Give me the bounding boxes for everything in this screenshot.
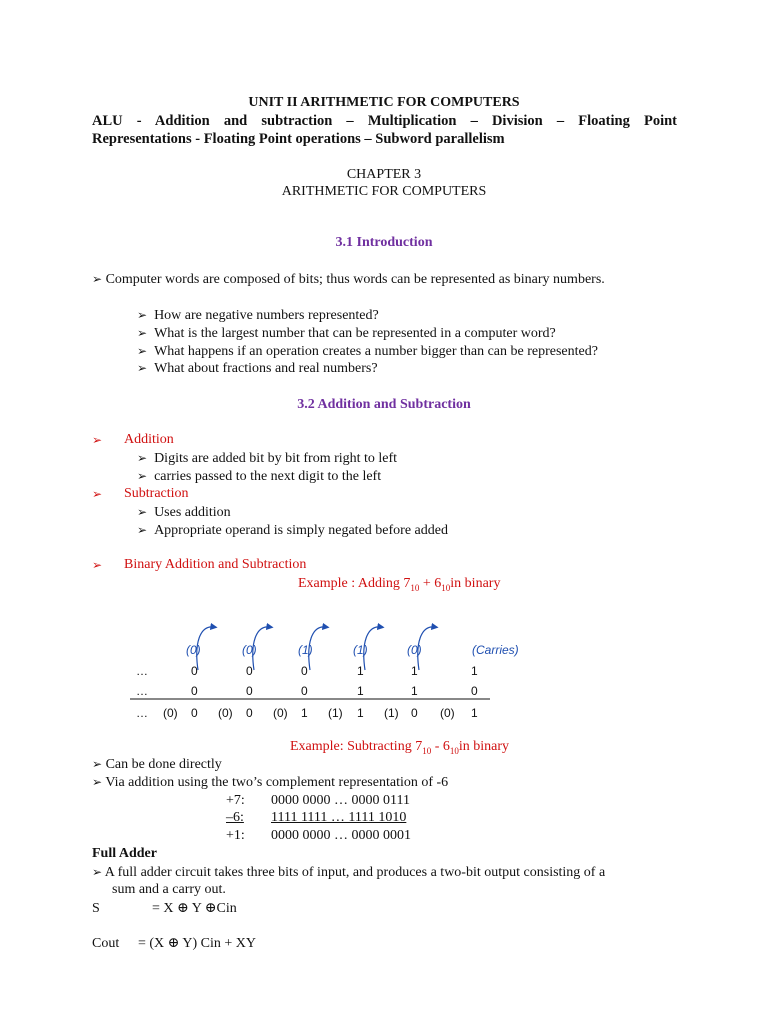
list-item	[137, 521, 448, 540]
calc-value: 0000 0000 … 0000 0001	[271, 828, 411, 843]
diagram-cell: 1	[471, 706, 478, 720]
sum-equation: = X ⊕ Y ⊕Cin	[152, 901, 237, 916]
arrow-bullet-icon: ➢	[137, 308, 148, 322]
diagram-cell: 1	[411, 664, 418, 678]
diagram-cell: 1	[357, 664, 364, 678]
syllabus-line-2: Representations - Floating Point operations – Subword parallelism	[92, 131, 505, 147]
intro-lead	[92, 270, 605, 289]
list-item	[137, 306, 379, 325]
diagram-cell: 0	[246, 664, 253, 678]
list-item-text: A full adder circuit takes three bits of input, and produces a two-bit output consisting of a	[104, 865, 606, 880]
diagram-cell: …	[136, 684, 148, 698]
list-item-text: Via addition using the two’s complement representation of -6	[105, 775, 449, 790]
list-item-text: Appropriate operand is simply negated before added	[154, 523, 448, 538]
example-subtracting: Example: Subtracting $7_{10} - 6_{10}in$ binary	[290, 739, 510, 756]
diagram-cell: 0	[301, 664, 308, 678]
diagram-cell: 0	[411, 706, 418, 720]
arrow-bullet-icon: ➢	[92, 757, 103, 771]
arrow-bullet-icon: ➢	[92, 272, 103, 286]
example-adding: Example : Adding $7_{10} + 6_{10}in$ binary	[298, 576, 501, 593]
arrow-bullet-icon: ➢	[137, 469, 148, 483]
unit-title: UNIT II ARITHMETIC FOR COMPUTERS	[248, 95, 520, 110]
list-item-text: carries passed to the next digit to the left	[154, 469, 382, 484]
carry-label: (0)	[242, 643, 257, 657]
calc-label: +7:	[226, 793, 245, 808]
list-item	[137, 449, 397, 468]
list-item-text: What about fractions and real numbers?	[154, 361, 378, 376]
list-item	[92, 485, 102, 504]
diagram-cell: (1)	[328, 706, 343, 720]
sum-label: S	[92, 901, 100, 916]
addition-label: Addition	[124, 432, 174, 447]
list-item-text: What happens if an operation creates a number bigger than can be represented?	[154, 344, 598, 359]
list-item	[137, 467, 381, 486]
list-item	[92, 431, 102, 450]
diagram-cell: …	[136, 706, 148, 720]
diagram-cell: 1	[471, 664, 478, 678]
list-item	[92, 773, 448, 792]
arrow-bullet-icon: ➢	[92, 487, 103, 501]
diagram-cell: (0)	[273, 706, 288, 720]
list-item	[92, 755, 222, 774]
section-heading-introduction: 3.1 Introduction	[335, 235, 433, 250]
arrow-bullet-icon: ➢	[137, 344, 148, 358]
list-item	[137, 359, 378, 378]
diagram-cell: (0)	[440, 706, 455, 720]
section-heading-addition-subtraction: 3.2 Addition and Subtraction	[297, 397, 471, 412]
list-item	[92, 863, 605, 882]
diagram-cell: 1	[301, 706, 308, 720]
arrow-bullet-icon: ➢	[92, 558, 103, 572]
arrow-bullet-icon: ➢	[137, 451, 148, 465]
list-item-text: What is the largest number that can be represented in a computer word?	[154, 326, 556, 341]
list-item-text: How are negative numbers represented?	[154, 308, 379, 323]
list-item	[137, 503, 231, 522]
carry-label: (1)	[298, 643, 313, 657]
syllabus-line-1: ALU - Addition and subtraction – Multiplication – Division – Floating Point	[92, 113, 677, 129]
carries-label: (Carries)	[472, 643, 519, 657]
diagram-cell: 0	[471, 684, 478, 698]
calc-value: 1111 1111 … 1111 1010	[271, 810, 407, 825]
calc-label: –6:	[226, 810, 244, 825]
subtraction-label: Subtraction	[124, 486, 189, 501]
arrow-bullet-icon: ➢	[92, 865, 103, 879]
arrow-bullet-icon: ➢	[92, 775, 103, 789]
diagram-cell: 1	[411, 684, 418, 698]
arrow-bullet-icon: ➢	[137, 326, 148, 340]
cout-equation: = (X ⊕ Y) Cin + XY	[138, 936, 256, 951]
chapter-label: CHAPTER 3	[346, 167, 422, 182]
list-item-text: Digits are added bit by bit from right to left	[154, 451, 398, 466]
list-item-text: Uses addition	[154, 505, 231, 520]
arrow-bullet-icon: ➢	[137, 505, 148, 519]
diagram-cell: 1	[357, 706, 364, 720]
diagram-cell: 0	[191, 664, 198, 678]
intro-lead-text: Computer words are composed of bits; thus words can be represented as binary numbers.	[105, 272, 605, 287]
diagram-cell: 0	[246, 706, 253, 720]
diagram-cell: 0	[246, 684, 253, 698]
diagram-cell: (0)	[218, 706, 233, 720]
cout-label: Cout	[92, 936, 120, 951]
list-item-text: Can be done directly	[105, 757, 222, 772]
diagram-cell: 0	[191, 706, 198, 720]
carry-label: (0)	[407, 643, 422, 657]
list-item	[92, 556, 102, 575]
diagram-cell: (0)	[163, 706, 178, 720]
chapter-title: ARITHMETIC FOR COMPUTERS	[281, 184, 487, 199]
diagram-cell: 1	[357, 684, 364, 698]
calc-label: +1:	[226, 828, 245, 843]
diagram-cell: …	[136, 664, 148, 678]
full-adder-desc-line-2: sum and a carry out.	[112, 882, 226, 897]
binary-add-sub-label: Binary Addition and Subtraction	[124, 557, 307, 572]
arrow-bullet-icon: ➢	[137, 361, 148, 375]
arrow-bullet-icon: ➢	[92, 433, 103, 447]
carry-label: (1)	[353, 643, 368, 657]
diagram-cell: 0	[191, 684, 198, 698]
carry-label: (0)	[186, 643, 201, 657]
full-adder-heading: Full Adder	[92, 846, 157, 861]
calc-value: 0000 0000 … 0000 0111	[271, 793, 410, 808]
arrow-bullet-icon: ➢	[137, 523, 148, 537]
list-item	[137, 324, 556, 343]
diagram-cell: 0	[301, 684, 308, 698]
diagram-cell: (1)	[384, 706, 399, 720]
